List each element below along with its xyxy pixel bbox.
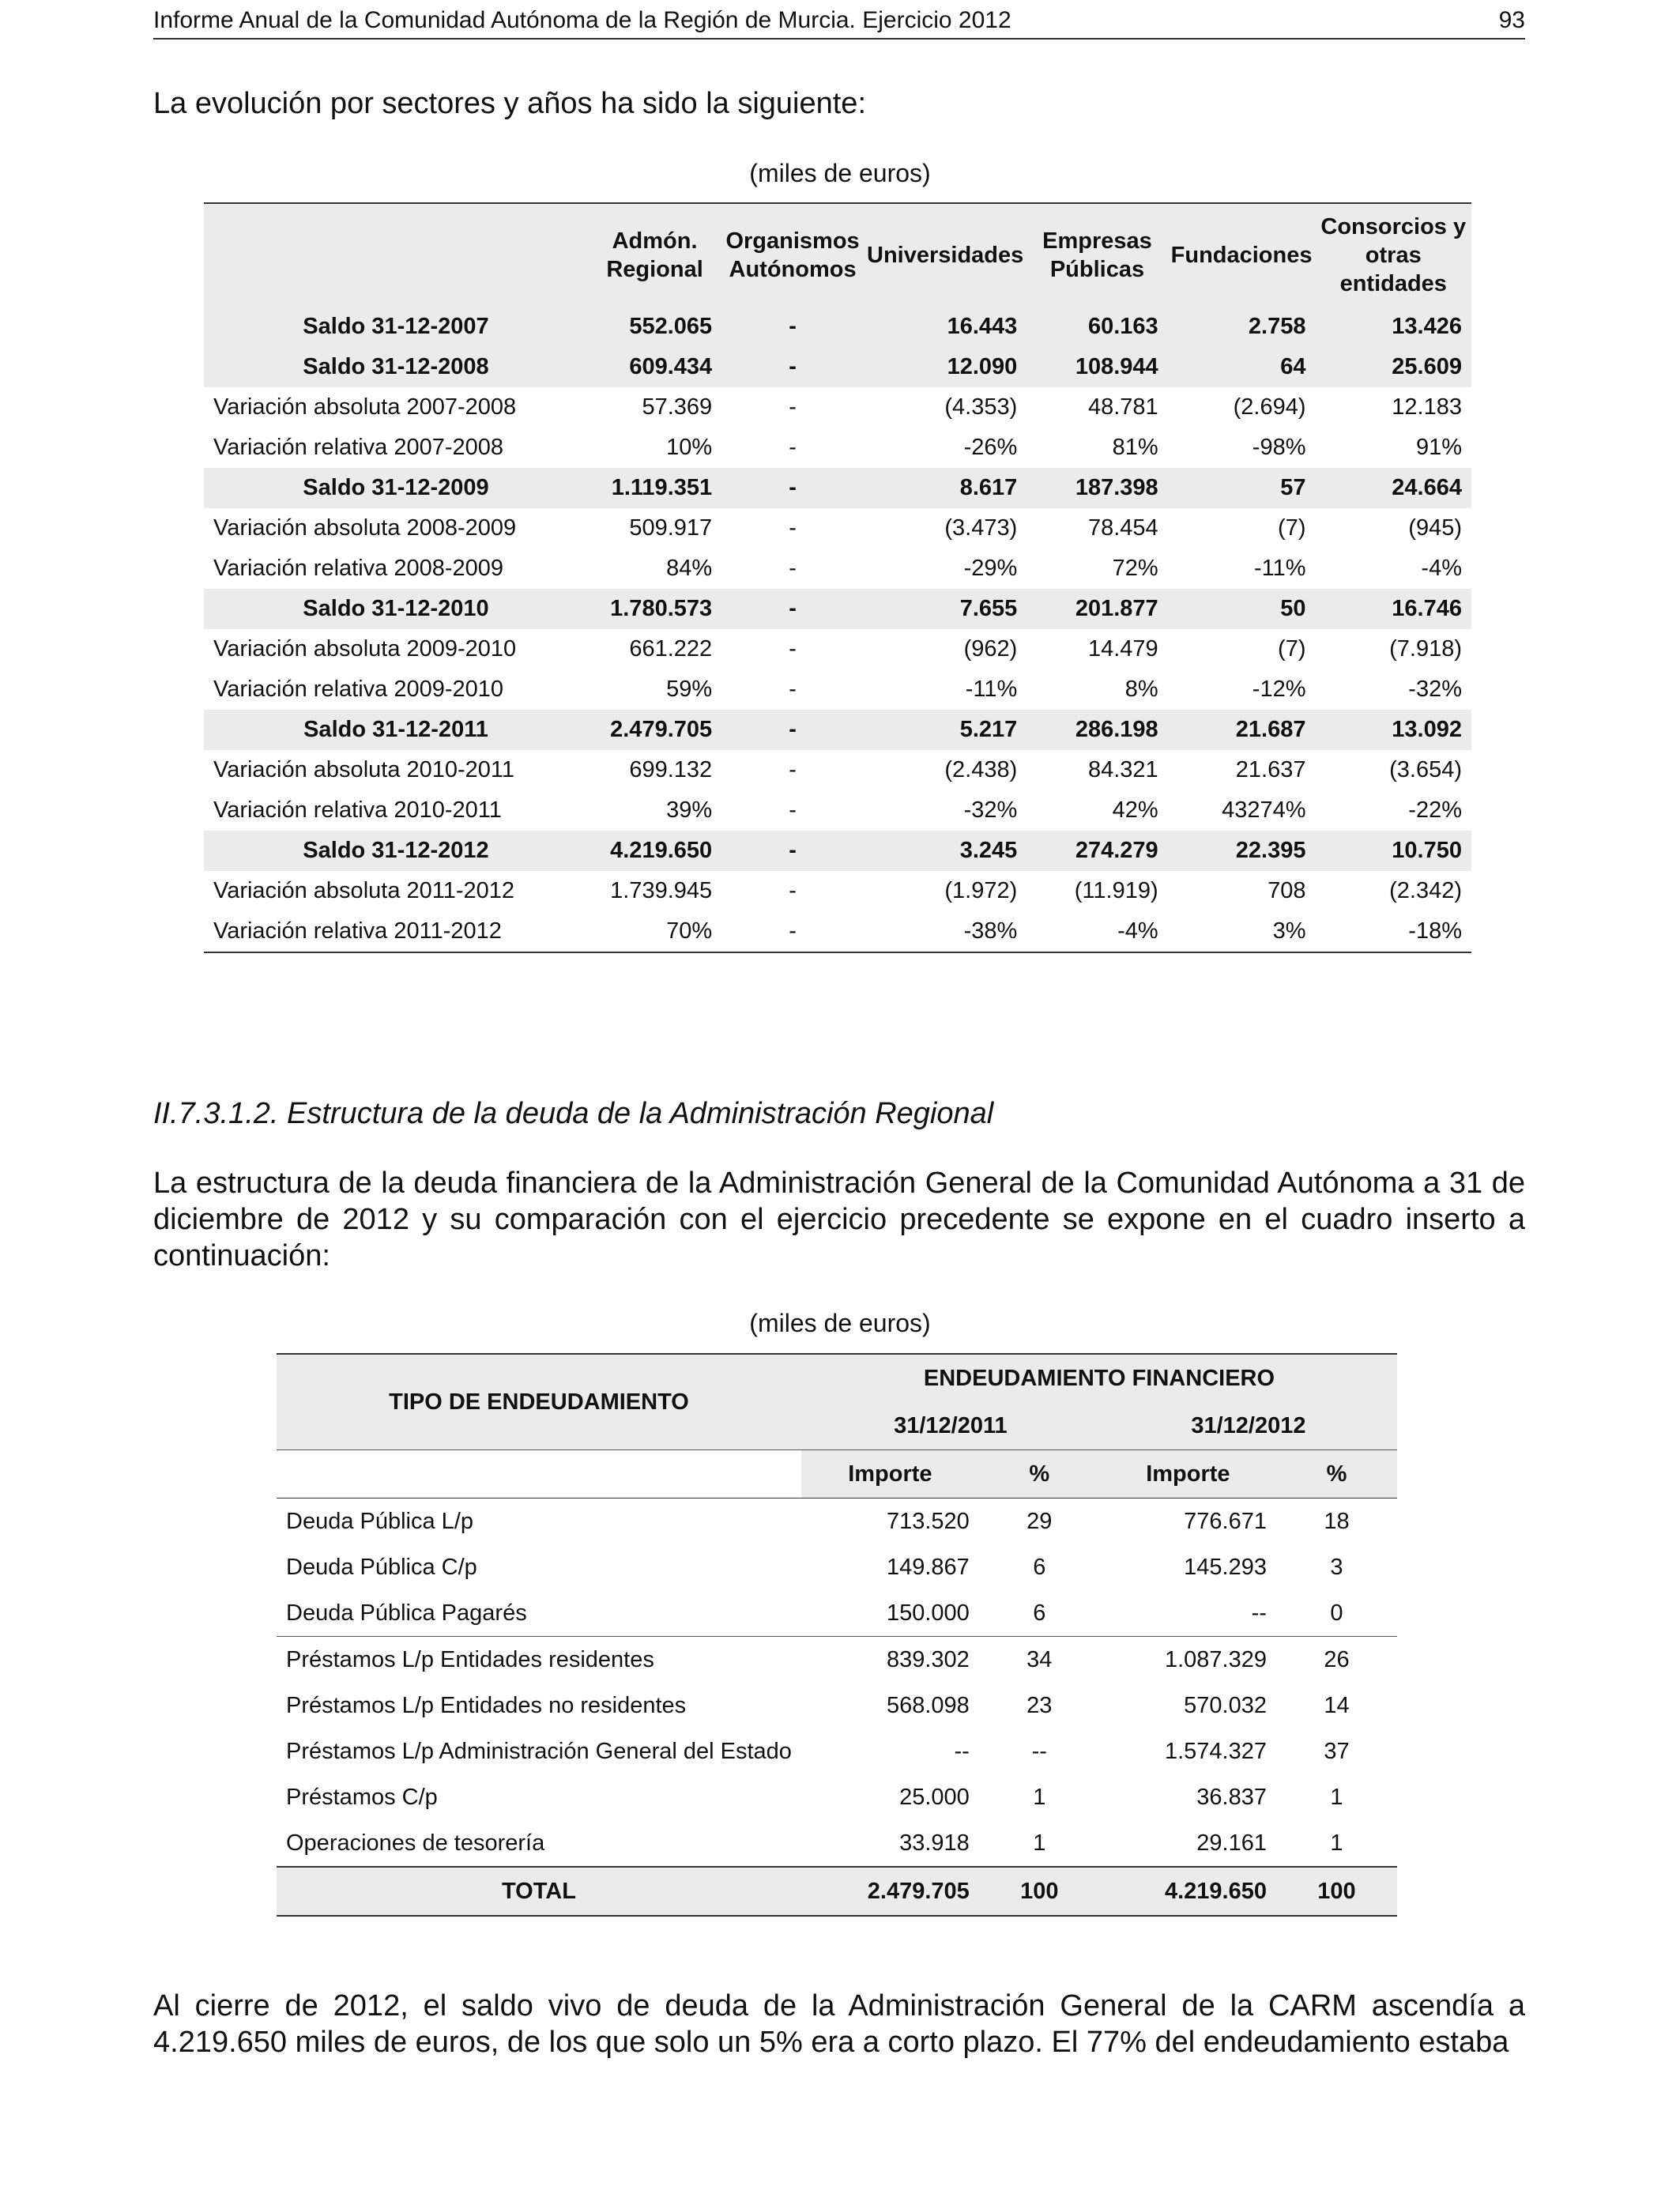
table-cell: 29.161: [1196, 1830, 1267, 1856]
row-label: Préstamos C/p: [286, 1784, 438, 1810]
table-cell: (945): [1408, 515, 1462, 541]
table-cell: 57.369: [642, 394, 713, 420]
page-number: 93: [1498, 7, 1525, 33]
table-cell: -: [789, 797, 797, 823]
table-cell: 570.032: [1184, 1692, 1267, 1718]
table-cell: 29: [1026, 1508, 1053, 1534]
table-cell: -: [721, 468, 864, 508]
row-label: Deuda Pública C/p: [286, 1554, 477, 1580]
table-cell: 70%: [666, 918, 713, 944]
table-cell: (1.972): [944, 878, 1018, 903]
page-header: [153, 3, 1525, 40]
debt-row: [277, 1774, 1397, 1820]
col-header-tipo: TIPO DE ENDEUDAMIENTO: [277, 1354, 801, 1450]
table-cell: 708: [1268, 878, 1306, 903]
table-cell: 839.302: [801, 1637, 979, 1683]
table-cell: -98%: [1252, 435, 1306, 460]
table-cell: 776.671: [1184, 1508, 1267, 1534]
table-cell: 12.090: [864, 347, 1026, 387]
table-cell: 37: [1324, 1738, 1350, 1764]
table-cell: -38%: [963, 918, 1018, 944]
table-cell: 568.098: [886, 1692, 970, 1718]
col-header-importe-2012: Importe: [1100, 1450, 1276, 1498]
table-cell: -: [789, 918, 797, 944]
table-cell: 14.479: [1087, 636, 1158, 662]
table-cell: -: [721, 307, 864, 347]
debt-row: [277, 1820, 1397, 1867]
report-title: Informe Anual de la Comunidad Autónoma de la Región de Murcia. Ejercicio 2012: [153, 7, 1011, 33]
table-cell: (4.353): [944, 394, 1018, 420]
table2-header-row-1: [277, 1354, 1397, 1402]
col-header-date-2012: 31/12/2012: [1100, 1402, 1397, 1450]
table-cell: (962): [963, 636, 1018, 662]
table-cell: -: [789, 636, 797, 662]
table-cell: 1.574.327: [1164, 1738, 1267, 1764]
table-cell: 23: [1026, 1692, 1053, 1718]
table-cell: 10%: [666, 435, 713, 460]
table-cell: 0: [1330, 1600, 1343, 1626]
table-cell: 1: [1330, 1784, 1343, 1810]
table-cell: -29%: [963, 556, 1018, 581]
table-cell: 57: [1168, 468, 1316, 508]
table-cell: -: [789, 556, 797, 581]
col-header-organismos: Organismos Autónomos: [721, 203, 864, 307]
table1-body: [204, 307, 1471, 952]
col-header-pct-2012: %: [1276, 1450, 1397, 1498]
row-label: Préstamos L/p Entidades no residentes: [286, 1692, 687, 1718]
table-cell: 36.837: [1196, 1784, 1267, 1810]
table-cell: (11.919): [1074, 878, 1158, 903]
table-cell: 43274%: [1222, 797, 1306, 823]
table-cell: -: [789, 515, 797, 541]
table-cell: 84%: [666, 556, 713, 581]
table-cell: (7): [1278, 515, 1306, 541]
row-label: Préstamos L/p Administración General del Estado: [286, 1738, 792, 1764]
table-cell: 3.245: [864, 831, 1026, 871]
variation-row: [204, 508, 1471, 548]
table-cell: 60.163: [1026, 307, 1167, 347]
variation-row: [204, 790, 1471, 831]
row-label: Variación absoluta 2008-2009: [213, 515, 517, 541]
sector-evolution-table: [204, 202, 1471, 953]
table-cell: 59%: [666, 677, 713, 702]
table-cell: 145.293: [1184, 1554, 1267, 1580]
table-cell: 84.321: [1087, 757, 1158, 782]
table-cell: 16.443: [864, 307, 1026, 347]
table-cell: 1: [1033, 1784, 1046, 1810]
table-cell: 16.746: [1316, 589, 1472, 629]
col-header-date-2011: 31/12/2011: [801, 1402, 1100, 1450]
table-cell: -: [789, 878, 797, 903]
col-header-universidades: Universidades: [864, 203, 1026, 307]
row-label: Deuda Pública Pagarés: [286, 1600, 527, 1626]
table-cell: 609.434: [588, 347, 721, 387]
table-cell: 24.664: [1316, 468, 1472, 508]
row-label: Saldo 31-12-2007: [204, 307, 588, 347]
table-cell: 48.781: [1087, 394, 1158, 420]
table2-body: [277, 1498, 1397, 1917]
table-cell: (7.918): [1389, 636, 1462, 662]
table-cell: -: [721, 347, 864, 387]
table-cell: 14: [1324, 1692, 1350, 1718]
table-cell: 21.637: [1235, 757, 1306, 782]
table-cell: 6: [1033, 1600, 1046, 1626]
table-cell: 150.000: [886, 1600, 970, 1626]
variation-row: [204, 387, 1471, 428]
table-cell: 21.687: [1168, 710, 1316, 750]
table-cell: 42%: [1112, 797, 1158, 823]
row-label: Variación absoluta 2011-2012: [213, 878, 515, 903]
variation-row: [204, 629, 1471, 669]
table-cell: -32%: [1408, 677, 1462, 702]
closing-paragraph: Al cierre de 2012, el saldo vivo de deuda de la Administración General de la CARM ascendía a 4.219.650 miles de euros, de los que solo un 5% era a corto plazo. El 77% del endeudamiento estaba: [153, 1989, 1525, 2059]
table-cell: -11%: [965, 677, 1018, 702]
total-label: TOTAL: [277, 1867, 801, 1916]
table-cell: 8.617: [864, 468, 1026, 508]
row-label: Variación absoluta 2010-2011: [213, 757, 515, 782]
saldo-row: [204, 831, 1471, 871]
table-cell: -26%: [963, 435, 1018, 460]
row-label: Variación relativa 2009-2010: [213, 677, 504, 702]
variation-row: [204, 669, 1471, 710]
table-cell: 274.279: [1026, 831, 1167, 871]
col-header-consorcios: Consorcios y otras entidades: [1316, 203, 1472, 307]
col-header-empresas: Empresas Públicas: [1026, 203, 1167, 307]
row-label: Variación absoluta 2007-2008: [213, 394, 517, 420]
table-cell: 13.092: [1316, 710, 1472, 750]
table-cell: -11%: [1253, 556, 1306, 581]
table2-header-row-3: [277, 1450, 1397, 1498]
table-cell: 22.395: [1168, 831, 1316, 871]
row-label: Préstamos L/p Entidades residentes: [277, 1637, 801, 1683]
variation-row: [204, 750, 1471, 790]
total-cell: 2.479.705: [801, 1867, 979, 1916]
table-cell: 1: [1033, 1830, 1046, 1856]
table-cell: 34: [979, 1637, 1100, 1683]
debt-row: [277, 1728, 1397, 1774]
table-cell: 713.520: [886, 1508, 970, 1534]
table-cell: 1: [1330, 1830, 1343, 1856]
table-cell: 3: [1330, 1554, 1343, 1580]
table-cell: 286.198: [1026, 710, 1167, 750]
table-cell: -4%: [1421, 556, 1462, 581]
table-cell: -32%: [963, 797, 1018, 823]
table-cell: 3%: [1272, 918, 1306, 944]
col-header-fundaciones: Fundaciones: [1168, 203, 1316, 307]
table-cell: --: [954, 1738, 970, 1764]
col-header-endeudamiento-financiero: ENDEUDAMIENTO FINANCIERO: [801, 1354, 1397, 1402]
debt-row: [277, 1637, 1397, 1683]
table-cell: 81%: [1112, 435, 1158, 460]
table-cell: (2.694): [1233, 394, 1306, 420]
table-cell: 1.119.351: [588, 468, 721, 508]
row-label: Saldo 31-12-2009: [204, 468, 588, 508]
row-label: Variación relativa 2008-2009: [213, 556, 504, 581]
table-cell: 1.739.945: [610, 878, 713, 903]
table-cell: -: [789, 435, 797, 460]
table-cell: (3.654): [1389, 757, 1462, 782]
table-cell: 7.655: [864, 589, 1026, 629]
table-cell: 8%: [1124, 677, 1158, 702]
total-row: [277, 1867, 1397, 1916]
table-cell: -: [721, 831, 864, 871]
intro-paragraph: La evolución por sectores y años ha sido la siguiente:: [153, 87, 866, 120]
table-cell: 187.398: [1026, 468, 1167, 508]
total-cell: 4.219.650: [1100, 1867, 1276, 1916]
table-cell: 108.944: [1026, 347, 1167, 387]
table-cell: 64: [1168, 347, 1316, 387]
row-label: Saldo 31-12-2011: [204, 710, 588, 750]
table-cell: 39%: [666, 797, 713, 823]
table-cell: -4%: [1117, 918, 1158, 944]
table-cell: 6: [1033, 1554, 1046, 1580]
table-cell: (3.473): [944, 515, 1018, 541]
debt-structure-table: [277, 1353, 1397, 1917]
table-cell: 78.454: [1087, 515, 1158, 541]
row-label: Variación relativa 2007-2008: [213, 435, 504, 460]
section-heading: II.7.3.1.2. Estructura de la deuda de la Administración Regional: [153, 1097, 994, 1130]
col-header-pct-2011: %: [979, 1450, 1100, 1498]
table-cell: 2.479.705: [588, 710, 721, 750]
row-label: Deuda Pública L/p: [286, 1508, 473, 1534]
row-label: Variación relativa 2011-2012: [213, 918, 502, 944]
variation-row: [204, 911, 1471, 952]
variation-row: [204, 428, 1471, 468]
table-cell: 699.132: [629, 757, 713, 782]
row-label: Variación absoluta 2009-2010: [213, 636, 517, 662]
table-cell: 552.065: [588, 307, 721, 347]
table2-unit-label: (miles de euros): [749, 1309, 931, 1337]
table-cell: 5.217: [864, 710, 1026, 750]
total-cell: 100: [979, 1867, 1100, 1916]
table1-unit-label: (miles de euros): [749, 159, 931, 187]
row-label: Saldo 31-12-2008: [204, 347, 588, 387]
row-label: Variación relativa 2010-2011: [213, 797, 502, 823]
table-cell: (2.438): [944, 757, 1018, 782]
table-cell: 10.750: [1316, 831, 1472, 871]
table-cell: 2.758: [1168, 307, 1316, 347]
row-label: Operaciones de tesorería: [286, 1830, 545, 1856]
table-cell: (7): [1278, 636, 1306, 662]
saldo-row: [204, 468, 1471, 508]
table-cell: -: [789, 757, 797, 782]
table-cell: 72%: [1112, 556, 1158, 581]
table-cell: 1.780.573: [588, 589, 721, 629]
table-cell: 1.087.329: [1100, 1637, 1276, 1683]
table-cell: 661.222: [629, 636, 713, 662]
table-cell: -: [789, 677, 797, 702]
table-cell: --: [1251, 1600, 1267, 1626]
saldo-row: [204, 307, 1471, 347]
variation-row: [204, 871, 1471, 911]
table2-header-spacer: [277, 1450, 801, 1498]
saldo-row: [204, 710, 1471, 750]
debt-row: [277, 1590, 1397, 1637]
variation-row: [204, 548, 1471, 589]
table-cell: 201.877: [1026, 589, 1167, 629]
table-cell: --: [1031, 1738, 1047, 1764]
table1-header-blank: [204, 203, 588, 307]
table1-header-row: [204, 203, 1471, 307]
row-label: Saldo 31-12-2010: [204, 589, 588, 629]
table-cell: 12.183: [1392, 394, 1462, 420]
debt-row: [277, 1498, 1397, 1545]
saldo-row: [204, 347, 1471, 387]
col-header-admon-regional: Admón. Regional: [588, 203, 721, 307]
col-header-importe-2011: Importe: [801, 1450, 979, 1498]
total-cell: 100: [1276, 1867, 1397, 1916]
table-cell: -18%: [1408, 918, 1462, 944]
table-cell: 25.609: [1316, 347, 1472, 387]
section-paragraph: La estructura de la deuda financiera de la Administración General de la Comunidad Autónoma a 31 de diciembre de 2012 y su comparación con el ejercicio precedente se expone en el cuadro inserto a continuación:: [153, 1167, 1525, 1272]
table-cell: -: [721, 710, 864, 750]
saldo-row: [204, 589, 1471, 629]
table-cell: -12%: [1252, 677, 1306, 702]
table-cell: 4.219.650: [588, 831, 721, 871]
table-cell: 33.918: [899, 1830, 970, 1856]
debt-row: [277, 1683, 1397, 1728]
table-cell: 25.000: [899, 1784, 970, 1810]
table-cell: 50: [1168, 589, 1316, 629]
table-cell: -: [721, 589, 864, 629]
table-cell: 149.867: [886, 1554, 970, 1580]
table-cell: 91%: [1415, 435, 1462, 460]
table-cell: 13.426: [1316, 307, 1472, 347]
debt-row: [277, 1544, 1397, 1590]
table-cell: -22%: [1408, 797, 1462, 823]
table-cell: (2.342): [1389, 878, 1462, 903]
table-cell: 26: [1276, 1637, 1397, 1683]
table-cell: 18: [1324, 1508, 1350, 1534]
table-cell: 509.917: [629, 515, 713, 541]
row-label: Saldo 31-12-2012: [204, 831, 588, 871]
table-cell: -: [789, 394, 797, 420]
